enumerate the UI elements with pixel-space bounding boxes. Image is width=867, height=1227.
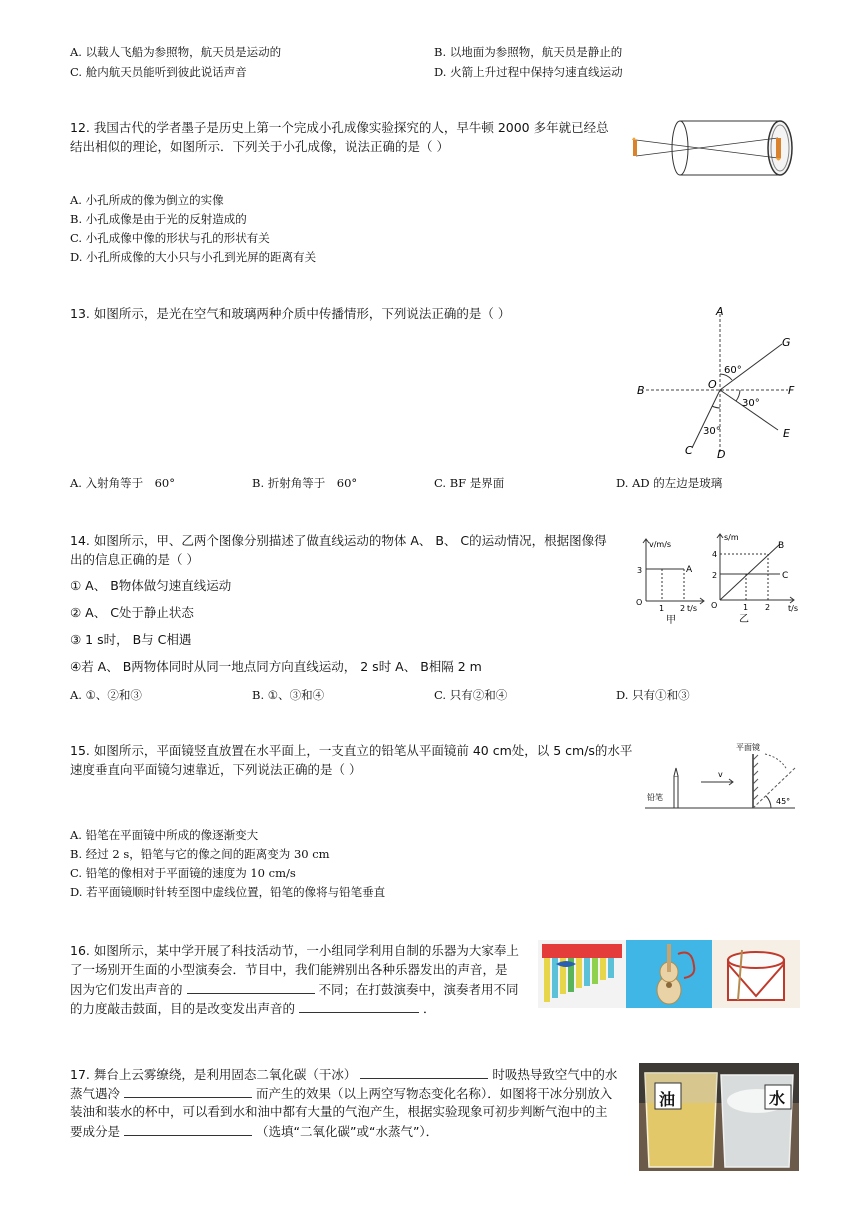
q12-stem-line1: 12. 我国古代的学者墨子是历史上第一个完成小孔成像实验探究的人，早牛顿 2000 多年就已经总 (70, 120, 609, 135)
q17-blank-3[interactable] (124, 1123, 252, 1136)
q14-stem-line1: 14. 如图所示，甲、乙两个图像分别描述了做直线运动的物体 A、 B、 C的运动情况，根据图像得 (70, 533, 607, 548)
q17-line4-text-b: （选填“二氧化碳”或“水蒸气”）． (256, 1124, 439, 1139)
q17-line2-text-a: 蒸气遇冷 (70, 1086, 121, 1101)
q12-option-c: C. 小孔成像中像的形状与孔的形状有关 (70, 231, 270, 245)
q16-stem-line3 (70, 981, 519, 998)
q13-stem: 13. 如图所示，是光在空气和玻璃两种介质中传播情形，下列说法正确的是（ ） (70, 306, 511, 321)
yi-origin: O (711, 601, 718, 610)
q15-stem-line1: 15. 如图所示，平面镜竖直放置在水平面上，一支直立的铅笔从平面镜前 40 cm处，以 5 cm/s的水平 (70, 743, 633, 758)
label-g: G (782, 336, 791, 349)
graph-yi (708, 528, 804, 625)
jia-caption: 甲 (666, 615, 676, 625)
jia-origin: O (636, 598, 643, 607)
q14-statement-3: ③ 1 s时， B与 C相遇 (70, 632, 192, 647)
yi-x1: 1 (743, 603, 749, 612)
q14-option-d: D. 只有①和③ (616, 688, 690, 702)
q11-option-d: D. 火箭上升过程中保持匀速直线运动 (434, 65, 623, 79)
q13-option-d: D. AD 的左边是玻璃 (616, 476, 723, 490)
jia-x2: 2 (680, 604, 686, 613)
dry-ice-photo (639, 1063, 799, 1171)
q14-statement-2: ② A、 C处于静止状态 (70, 605, 194, 620)
q13-option-a: A. 入射角等于 60° (70, 476, 175, 490)
pencil-label: 铅笔 (647, 793, 663, 802)
refraction-figure (628, 302, 806, 462)
q16-stem-line2: 了一场别开生面的小型演奏会．节目中，我们能辨别出各种乐器发出的声音，是 (70, 962, 508, 977)
label-angle-30-left: 30° (703, 426, 721, 437)
q14-option-a: A. ①、②和③ (70, 688, 142, 702)
water-label: 水 (769, 1089, 786, 1108)
q12-stem-line2: 结出相似的理论，如图所示．下列关于小孔成像，说法正确的是（ ） (70, 139, 449, 154)
label-d: D (717, 448, 726, 461)
q17-line1-text-b: 时吸热导致空气中的水 (492, 1067, 618, 1082)
q15-stem-line2: 速度垂直向平面镜匀速靠近，下列说法正确的是（ ） (70, 762, 362, 777)
q15-option-b: B. 经过 2 s，铅笔与它的像之间的距离变为 30 cm (70, 847, 330, 861)
q14-statement-1: ① A、 B物体做匀速直线运动 (70, 578, 232, 593)
q17-stem-line2 (70, 1085, 612, 1102)
label-b: B (637, 384, 645, 397)
q12-option-b: B. 小孔成像是由于光的反射造成的 (70, 212, 247, 226)
q16-line4-text-a: 的力度敲击鼓面，目的是改变发出声音的 (70, 1001, 296, 1016)
graph-jia (628, 533, 708, 625)
yi-series-c: C (782, 571, 789, 581)
q16-stem-line4 (70, 1000, 436, 1017)
label-f: F (788, 384, 795, 397)
yi-x2: 2 (765, 603, 771, 612)
q13-option-b: B. 折射角等于 60° (252, 476, 358, 490)
q16-blank-2[interactable] (299, 1000, 419, 1013)
velocity-label: v (718, 770, 723, 779)
q11-option-c: C. 舱内航天员能听到彼此说话声音 (70, 65, 247, 79)
q15-option-d: D. 若平面镜顺时针转至图中虚线位置，铅笔的像将与铅笔垂直 (70, 885, 386, 899)
q14-option-b: B. ①、③和④ (252, 688, 325, 702)
oil-label: 油 (659, 1090, 676, 1109)
q17-stem-line3: 装油和装水的杯中，可以看到水和油中都有大量的气泡产生，根据实验现象可初步判断气泡中的主 (70, 1104, 608, 1119)
yi-ylabel: s/m (724, 533, 739, 542)
q17-line4-text-a: 要成分是 (70, 1124, 121, 1139)
q17-stem-line4 (70, 1123, 438, 1140)
angle-45-label: 45° (776, 797, 791, 806)
q17-stem-line1 (70, 1066, 617, 1083)
yi-xlabel: t/s (788, 604, 798, 613)
pinhole-camera-figure (628, 118, 800, 180)
yi-caption: 乙 (739, 614, 749, 625)
q17-line2-text-b: 而产生的效果（以上两空写物态变化名称）．如图将干冰分别放入 (256, 1086, 613, 1101)
q11-option-a: A. 以载人飞船为参照物，航天员是运动的 (70, 45, 282, 59)
q16-blank-1[interactable] (187, 981, 315, 994)
label-angle-60: 60° (724, 365, 742, 376)
q17-line1-text-a: 17. 舞台上云雾缭绕，是利用固态二氧化碳（干冰） (70, 1067, 357, 1082)
q13-option-c: C. BF 是界面 (434, 476, 505, 490)
q17-blank-2[interactable] (124, 1085, 252, 1098)
q16-stem-line1: 16. 如图所示，某中学开展了科技活动节，一小组同学利用自制的乐器为大家奉上 (70, 943, 519, 958)
label-angle-30-right: 30° (742, 398, 760, 409)
jia-xlabel: t/s (687, 604, 697, 613)
q14-stem-line2: 出的信息正确的是（ ） (70, 552, 199, 567)
plane-mirror-figure (645, 740, 805, 814)
q15-option-c: C. 铅笔的像相对于平面镜的速度为 10 cm/s (70, 866, 296, 880)
jia-y3: 3 (637, 566, 643, 575)
mirror-label: 平面镜 (736, 743, 760, 752)
yi-series-b: B (778, 541, 785, 551)
q11-option-b: B. 以地面为参照物，航天员是静止的 (434, 45, 623, 59)
q12-option-d: D. 小孔所成像的大小只与小孔到光屏的距离有关 (70, 250, 317, 264)
jia-x1: 1 (659, 604, 665, 613)
q16-line3-text-b: 不同；在打鼓演奏中，演奏者用不同 (318, 982, 519, 997)
jia-ylabel: v/m/s (649, 540, 672, 549)
yi-y2: 2 (712, 571, 718, 580)
q12-option-a: A. 小孔所成的像为倒立的实像 (70, 193, 224, 207)
label-a: A (716, 305, 724, 318)
q15-option-a: A. 铅笔在平面镜中所成的像逐渐变大 (70, 828, 259, 842)
q17-blank-1[interactable] (360, 1066, 488, 1079)
q16-line3-text-a: 因为它们发出声音的 (70, 982, 183, 997)
instruments-photos (538, 940, 800, 1008)
label-o: O (708, 378, 717, 391)
label-e: E (783, 427, 790, 440)
yi-y4: 4 (712, 550, 718, 559)
label-c: C (685, 444, 693, 457)
q16-line4-text-b: ． (423, 1001, 436, 1016)
jia-series-a: A (686, 565, 693, 575)
q14-statement-4: ④若 A、 B两物体同时从同一地点同方向直线运动， 2 s时 A、 B相隔 2 m (70, 659, 482, 674)
q14-option-c: C. 只有②和④ (434, 688, 508, 702)
